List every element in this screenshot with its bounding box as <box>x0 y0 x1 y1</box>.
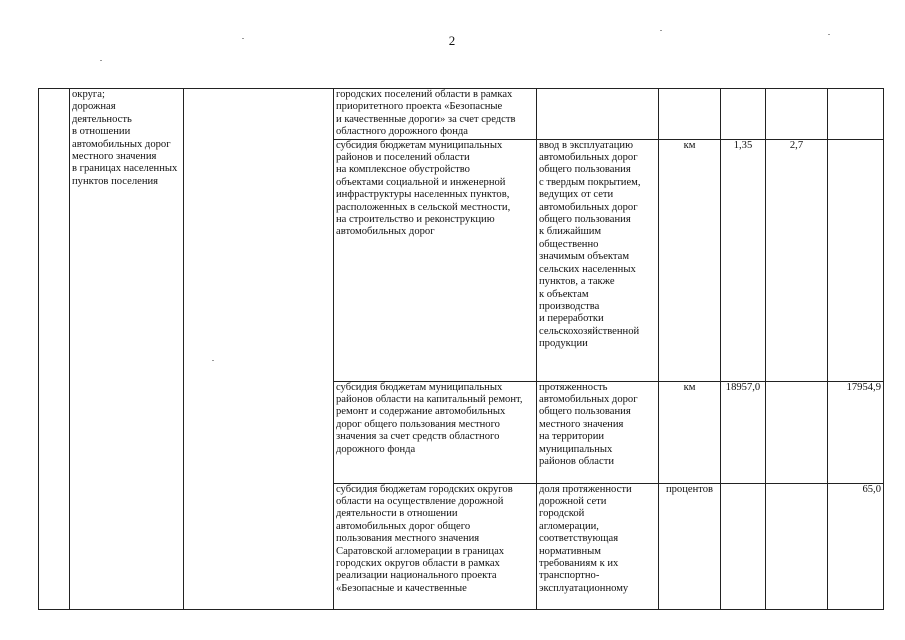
measure-cell: субсидия бюджетам муниципальных районов и поселений области на комплексное обустройство объектами социальной и инженерной инфраструктуры населенных пунктов, расположенных в сельской местности, на строительство и реконструкцию автомобильных дорог <box>334 139 537 381</box>
row-number-cell <box>39 89 70 610</box>
program-table <box>38 88 884 610</box>
value-cell: 2,7 <box>766 139 828 381</box>
indicator-cell <box>537 89 659 140</box>
measure-cell: субсидия бюджетам муниципальных районов области на капитальный ремонт, ремонт и содержание автомобильных дорог общего пользования местного значения за счет средств областного дорожного фонда <box>334 381 537 483</box>
indicator-cell: протяженность автомобильных дорог общего пользования местного значения на территории муниципальных районов области <box>537 381 659 483</box>
value-cell <box>721 483 766 609</box>
page-number: 2 <box>448 33 456 48</box>
task-cell: округа; дорожная деятельность в отношении автомобильных дорог местного значения в границах населенных пунктов поселения <box>70 89 184 610</box>
value-cell: 17954,9 <box>828 381 884 483</box>
scan-speck <box>242 38 244 39</box>
value-cell: 1,35 <box>721 139 766 381</box>
unit-cell: км <box>659 381 721 483</box>
value-cell <box>828 89 884 140</box>
value-cell <box>721 89 766 140</box>
program-cell <box>184 89 334 610</box>
unit-cell: км <box>659 139 721 381</box>
value-cell <box>766 381 828 483</box>
value-cell <box>828 139 884 381</box>
measure-cell: городских поселений области в рамках приоритетного проекта «Безопасные и качественные дороги» за счет средств областного дорожного фонда <box>334 89 537 140</box>
scan-speck <box>660 30 662 31</box>
table-row <box>39 89 884 140</box>
indicator-cell: ввод в эксплуатацию автомобильных дорог общего пользования с твердым покрытием, ведущих от сети автомобильных дорог общего пользования к ближайшим общественно значимым объектам сельских населенных пунктов, а также к объектам производства и переработки сельскохозяйственной продукции <box>537 139 659 381</box>
value-cell <box>766 483 828 609</box>
value-cell: 65,0 <box>828 483 884 609</box>
unit-cell: процентов <box>659 483 721 609</box>
scan-speck <box>828 34 830 35</box>
measure-cell: субсидия бюджетам городских округов области на осуществление дорожной деятельности в отношении автомобильных дорог общего пользования местного значения Саратовской агломерации в границах городских округов области в рамках реализации национального проекта «Безопасные и качественные <box>334 483 537 609</box>
value-cell <box>766 89 828 140</box>
indicator-cell: доля протяженности дорожной сети городской агломерации, соответствующая нормативным требованиям к их транспортно- эксплуатационному <box>537 483 659 609</box>
value-cell: 18957,0 <box>721 381 766 483</box>
unit-cell <box>659 89 721 140</box>
scan-speck <box>100 60 102 61</box>
